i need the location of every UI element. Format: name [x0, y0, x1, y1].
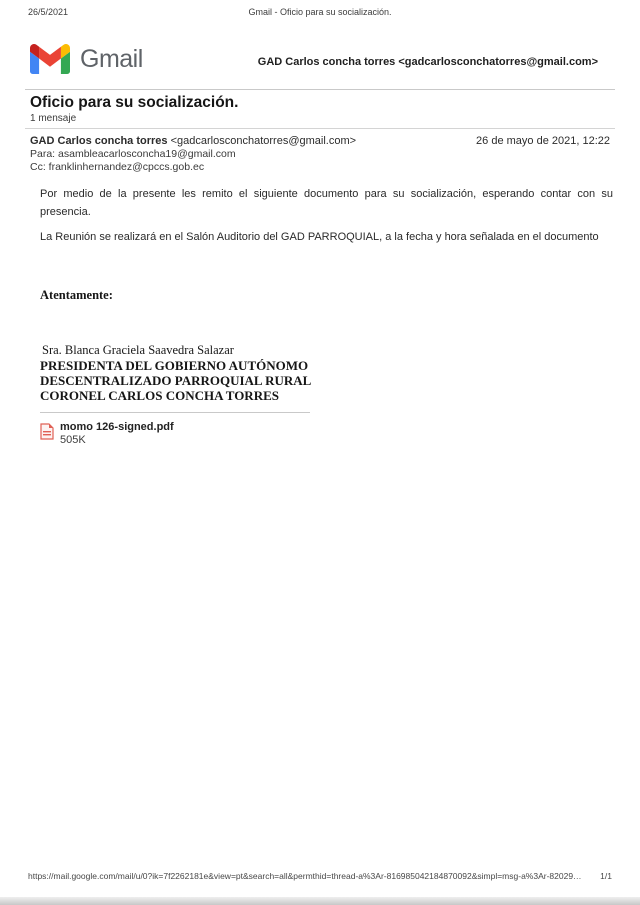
signature-title-line-3: CORONEL CARLOS CONCHA TORRES [40, 388, 279, 404]
sender-email: <gadcarlosconchatorres@gmail.com> [170, 135, 357, 147]
attachment-item [40, 421, 174, 447]
sender-name: GAD Carlos concha torres [30, 135, 168, 147]
gmail-m-icon [30, 44, 70, 74]
gmail-logo [30, 44, 143, 74]
message-count: 1 mensaje [30, 113, 77, 124]
sender-identity [30, 135, 356, 148]
signature-title-line-1: PRESIDENTA DEL GOBIERNO AUTÓNOMO [40, 358, 309, 373]
gmail-wordmark: Gmail [80, 44, 143, 73]
sender-row [30, 135, 610, 148]
print-date: 26/5/2021 [28, 7, 69, 17]
account-identity: GAD Carlos concha torres <gadcarlosconchatorres@gmail.com> [257, 56, 598, 68]
closing-salutation: Atentamente: [40, 288, 113, 302]
footer-page-number: 1/1 [600, 871, 612, 881]
body-paragraph-1: Por medio de la presente les remito el siguiente documento para su socialización, esperando contar con su presencia. [40, 188, 613, 218]
recipient-to-line: Para: asambleacarlosconcha19@gmail.com [30, 148, 236, 160]
signature-title-line-2: DESCENTRALIZADO PARROQUIAL RURAL [40, 373, 312, 389]
recipient-cc-line: Cc: franklinhernandez@cpccs.gob.ec [30, 161, 205, 173]
divider-subject [25, 128, 615, 129]
print-header [0, 7, 640, 21]
footer-url: https://mail.google.com/mail/u/0?ik=7f2262181e&view=pt&search=all&permthid=thread-a%3Ar-816985042184870092&simpl=msg-a%3Ar-82029… [28, 871, 582, 881]
print-title: Gmail - Oficio para su socialización. [248, 7, 392, 17]
body-paragraph-2: La Reunión se realizará en el Salón Auditorio del GAD PARROQUIAL, a la fecha y hora señalada en el documento [40, 231, 599, 243]
pdf-file-icon [40, 423, 54, 440]
signature-block [40, 343, 311, 404]
signature-name: Sra. Blanca Graciela Saavedra Salazar [42, 343, 234, 357]
divider-top [25, 89, 615, 90]
divider-attachment [40, 412, 310, 413]
message-date: 26 de mayo de 2021, 12:22 [476, 135, 610, 147]
scanner-edge-shadow [0, 897, 640, 905]
attachment-size: 505K [60, 434, 86, 446]
attachment-info [60, 421, 174, 447]
attachment-filename: momo 126-signed.pdf [60, 421, 174, 433]
gmail-header-row [30, 44, 598, 74]
sender-block [30, 135, 610, 174]
email-subject: Oficio para su socialización. [30, 94, 239, 111]
